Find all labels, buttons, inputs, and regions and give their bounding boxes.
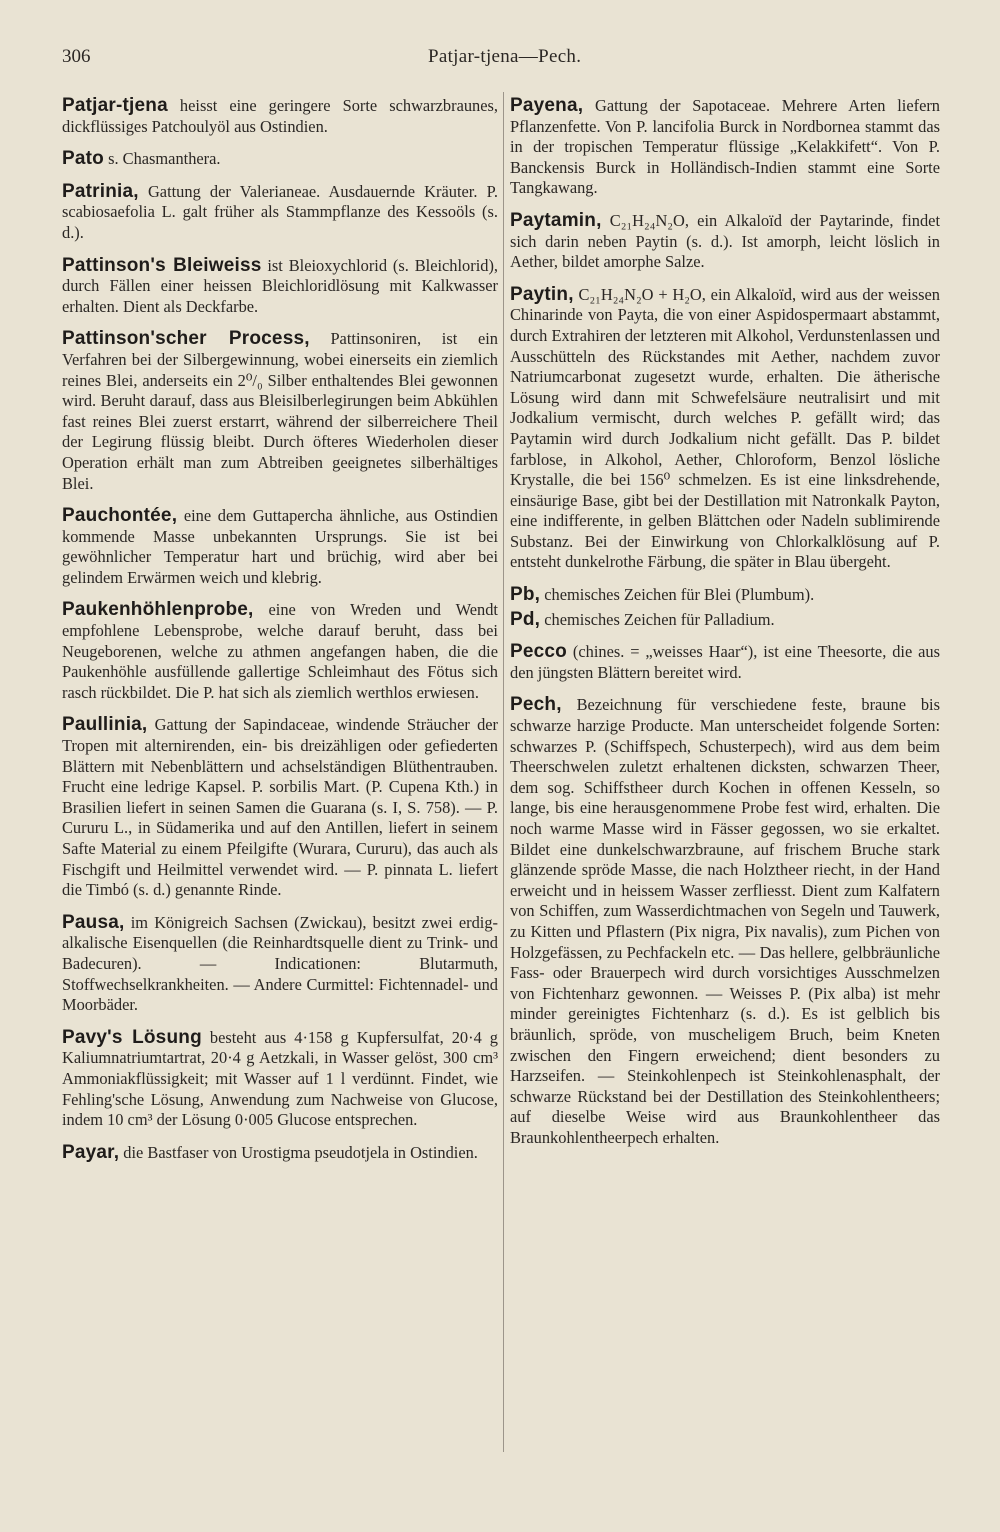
entry-text: (chines. = „weisses Haar“), ist eine Theesorte, die aus den jüngsten Blättern bereitet wird. (510, 642, 940, 682)
entry-headword: Paullinia, (62, 714, 148, 736)
entry-pech (510, 695, 940, 1148)
entry-text: Bezeichnung für verschiedene feste, braune bis schwarze harzige Producte. Man unterscheidet folgende Sorten: schwarzes P. (Schiffspech, Schusterpech), wird aus dem beim Theerschwelen zuletzt erhaltenen dicksten, schwarzen Theer, dem sog. Schiffstheer durch Kochen in offenen Kesseln, so lange, bis eine herausgenommene Probe fest wird, erhalten. Die noch warme Masse wird in Fässer gegossen, wo sie erkaltet. Bildet eine dunkelschwarzbraune, auf frischem Bruche stark glänzende spröde Masse, die nach Holztheer riecht, in der Hand erweicht und in heissem Wasser zerfliesst. Dient zum Kalfatern von Schiffen, zum Wasserdichtmachen von Segeln und Tauwerk, zu Kitten und Pflastern (Pix nigra, Pix navalis), zum Pichen von Holzgefässen, zu Pechfackeln etc. — Das hellere, gelbbräunliche Fass- oder Brauerpech wird durch vorsichtiges Ausschmelzen von Fichtenharz gewonnen. — Weisses P. (Pix alba) ist mehr minder gereinigtes Fichtenharz (s. d.). Es ist gelblich bis bräunlich, spröde, von muscheligem Bruch, beim Kneten zwischen den Fingern erweichend; dient besonders zu Harzseifen. — Steinkohlenpech ist Steinkohlenasphalt, der schwarze Rückstand bei der Destillation des Steinkohlentheers; auf dieselbe Weise wird aus Braunkohlentheer das Braunkohlentheerpech erhalten. (510, 695, 940, 1147)
entry-text: Pattinsoniren, ist ein Verfahren bei der Silbergewinnung, wobei einerseits ein ziemlich reines Blei, anderseits ein 2⁰/₀ Silber enthaltendes Blei gewonnen wird. Beruht darauf, dass aus Bleisilberlegirungen beim Abkühlen fast reines Blei zuerst erstarrt, während der silberreichere Theil der Legirung flüssig bleibt. Durch öfteres Wiederholen dieser Operation erhält man zum Abtreiben geeignetes silberhältiges Blei. (62, 329, 499, 493)
entry-headword: Paytin, (510, 283, 574, 305)
entry-patrinia (62, 182, 498, 244)
entry-headword: Paukenhöhlenprobe, (62, 599, 254, 621)
entry-text: heisst eine geringere Sorte schwarzbraunes, dickflüssiges Patchoulyöl aus Ostindien. (62, 96, 498, 136)
entry-headword: Pauchontée, (62, 505, 178, 527)
entry-paukenhoehlenprobe (62, 600, 498, 703)
entry-text: eine dem Guttapercha ähnliche, aus Ostindien kommende Masse unbekannten Ursprungs. Sie ist bei gewöhnlicher Temperatur hart und brüchig, wird aber bei gelindem Erwärmen weich und klebrig. (62, 506, 498, 587)
page-number: 306 (62, 46, 91, 67)
entry-text: Gattung der Sapindaceae, windende Sträucher der Tropen mit alternirenden, ein- bis dreizähligen oder gefiederten Blättern mit Nebenblättern und achselständigen Blüthentrauben. Frucht eine ledrige Kapsel. P. sorbilis Mart. (P. Cupena Kth.) in Brasilien liefert in seinen Samen die Guarana (s. I, S. 758). — P. Cururu L., in Südamerika und auf den Antillen, liefert in seinem Safte Material zu einem Pfeilgifte (Wurara, Cururu), das auch als Fischgift und Heilmittel verwendet wird. — P. pinnata L. liefert die Timbó (s. d.) genannte Rinde. (62, 715, 498, 900)
entry-headword: Patjar-tjena (62, 95, 168, 116)
entry-headword: Pech, (510, 694, 562, 716)
column-divider (503, 92, 504, 1452)
entry-headword: Pausa, (62, 911, 125, 933)
entry-pauchontee (62, 506, 498, 588)
entry-pd (510, 610, 940, 631)
entry-text: Gattung der Sapotaceae. Mehrere Arten liefern Pflanzenfette. Von P. lancifolia Burck in Nordbornea stammt das in der tropischen Temperatur flüssige „Kelakkifett“. Von P. Banckensis Burck in Holländisch-Indien stammt eine Sorte Tangkawang. (510, 96, 940, 198)
entry-headword: Payar, (62, 1141, 120, 1163)
entry-payar (62, 1143, 498, 1164)
entry-paullinia (62, 715, 498, 900)
entry-pato (62, 149, 498, 170)
entry-text: C₂₁H₂₄N₂O, ein Alkaloïd der Paytarinde, findet sich darin neben Paytin (s. d.). Ist amorph, leicht löslich in Aether, bildet amorphe Salze. (510, 210, 940, 272)
entry-text: s. Chasmanthera. (103, 149, 221, 169)
entry-pausa (62, 913, 498, 1016)
entry-text: chemisches Zeichen für Palladium. (540, 609, 775, 629)
entry-headword: Pato (62, 148, 104, 170)
entry-text: Gattung der Valerianeae. Ausdauernde Kräuter. P. scabiosaefolia L. galt früher als Stammpflanze des Kessoöls (s. d.). (62, 181, 498, 242)
entry-text: chemisches Zeichen für Blei (Plumbum). (540, 585, 815, 605)
entry-headword: Patrinia, (62, 180, 139, 202)
entry-payena (510, 96, 940, 199)
entry-text: C₂₁H₂₄N₂O + H₂O, ein Alkaloïd, wird aus der weissen Chinarinde von Payta, die von einer Aspidospermaart abstammt, durch Extrahiren der letzteren mit Alkohol, Verdunstenlassen und Ausschütteln des Rückstandes mit Aether, nachdem zuvor Natriumcarbonat zugesetzt wurde, erhalten. Die ätherische Lösung wird dann mit Schwefelsäure neutralisirt und mit Jodkalium vermischt, durch welches P. gefällt wird; das Paytamin wird durch Jodkalium nicht gefällt. Das P. bildet farblose, in Alkohol, Aether, Chloroform, Benzol lösliche Krystalle, die bei 156⁰ schmelzen. Es ist eine linksdrehende, einsäurige Base, gibt bei der Destillation mit Natronkalk Payton, eine indifferente, in gelben Blättchen oder Nadeln sublimirende Substanz. Bei der Einwirkung von Chlorkalklösung auf P. entsteht dunkelrothe Färbung, die später in Blau übergeht. (510, 284, 940, 572)
left-column (62, 96, 498, 1175)
entry-headword: Pavy's Lösung (62, 1026, 202, 1048)
page-header (62, 46, 942, 72)
entry-text: im Königreich Sachsen (Zwickau), besitzt zwei erdig-alkalische Eisenquellen (die Reinhardtsquelle dient zu Trink- und Badecuren). — Indicationen: Blutarmuth, Stoffwechselkrankheiten. — Andere Curmittel: Fichtennadel- und Moorbäder. (62, 912, 498, 1015)
entry-headword: Pecco (510, 641, 567, 663)
running-title: Patjar-tjena—Pech. (428, 46, 582, 67)
entry-pavys-loesung (62, 1028, 498, 1131)
entry-text: besteht aus 4·158 g Kupfersulfat, 20·4 g Kaliumnatriumtartrat, 20·4 g Aetzkali, in Wasser gelöst, 300 cm³ Ammoniakflüssigkeit; mit Wasser auf 1 l verdünnt. Findet, wie Fehling'sche Lösung, Anwendung zum Nachweise von Glucose, indem 10 cm³ der Lösung 0·005 Glucose entsprechen. (62, 1027, 498, 1130)
entry-text: ist Bleioxychlorid (s. Bleichlorid), durch Fällen einer heissen Bleichloridlösung mit Kalkwasser erhalten. Dient als Deckfarbe. (62, 255, 498, 316)
entry-paytamin (510, 211, 940, 273)
entry-paytin (510, 285, 940, 573)
entry-pattinsons-bleiweiss (62, 256, 498, 318)
right-column (510, 96, 940, 1161)
entry-pecco (510, 642, 940, 683)
entry-text: die Bastfaser von Urostigma pseudotjela in Ostindien. (119, 1142, 478, 1162)
entry-pb (510, 585, 940, 606)
entry-headword: Paytamin, (510, 209, 602, 231)
entry-pattinsonscher-process (62, 329, 498, 494)
entry-headword: Pattinson'scher Process, (62, 328, 310, 350)
entry-headword: Pb, (510, 584, 541, 606)
entry-headword: Payena, (510, 95, 584, 116)
entry-headword: Pd, (510, 608, 541, 630)
entry-text: eine von Wreden und Wendt empfohlene Lebensprobe, welche darauf beruht, dass bei Neugeborenen, welche zu athmen angefangen haben, die die Paukenhöhle ausfüllende gallertige Schleimhaut des Fötus sich rasch rückbildet. Die P. hat sich als ziemlich werthlos erwiesen. (62, 600, 498, 702)
entry-patjar-tjena (62, 96, 498, 137)
entry-headword: Pattinson's Bleiweiss (62, 254, 262, 276)
